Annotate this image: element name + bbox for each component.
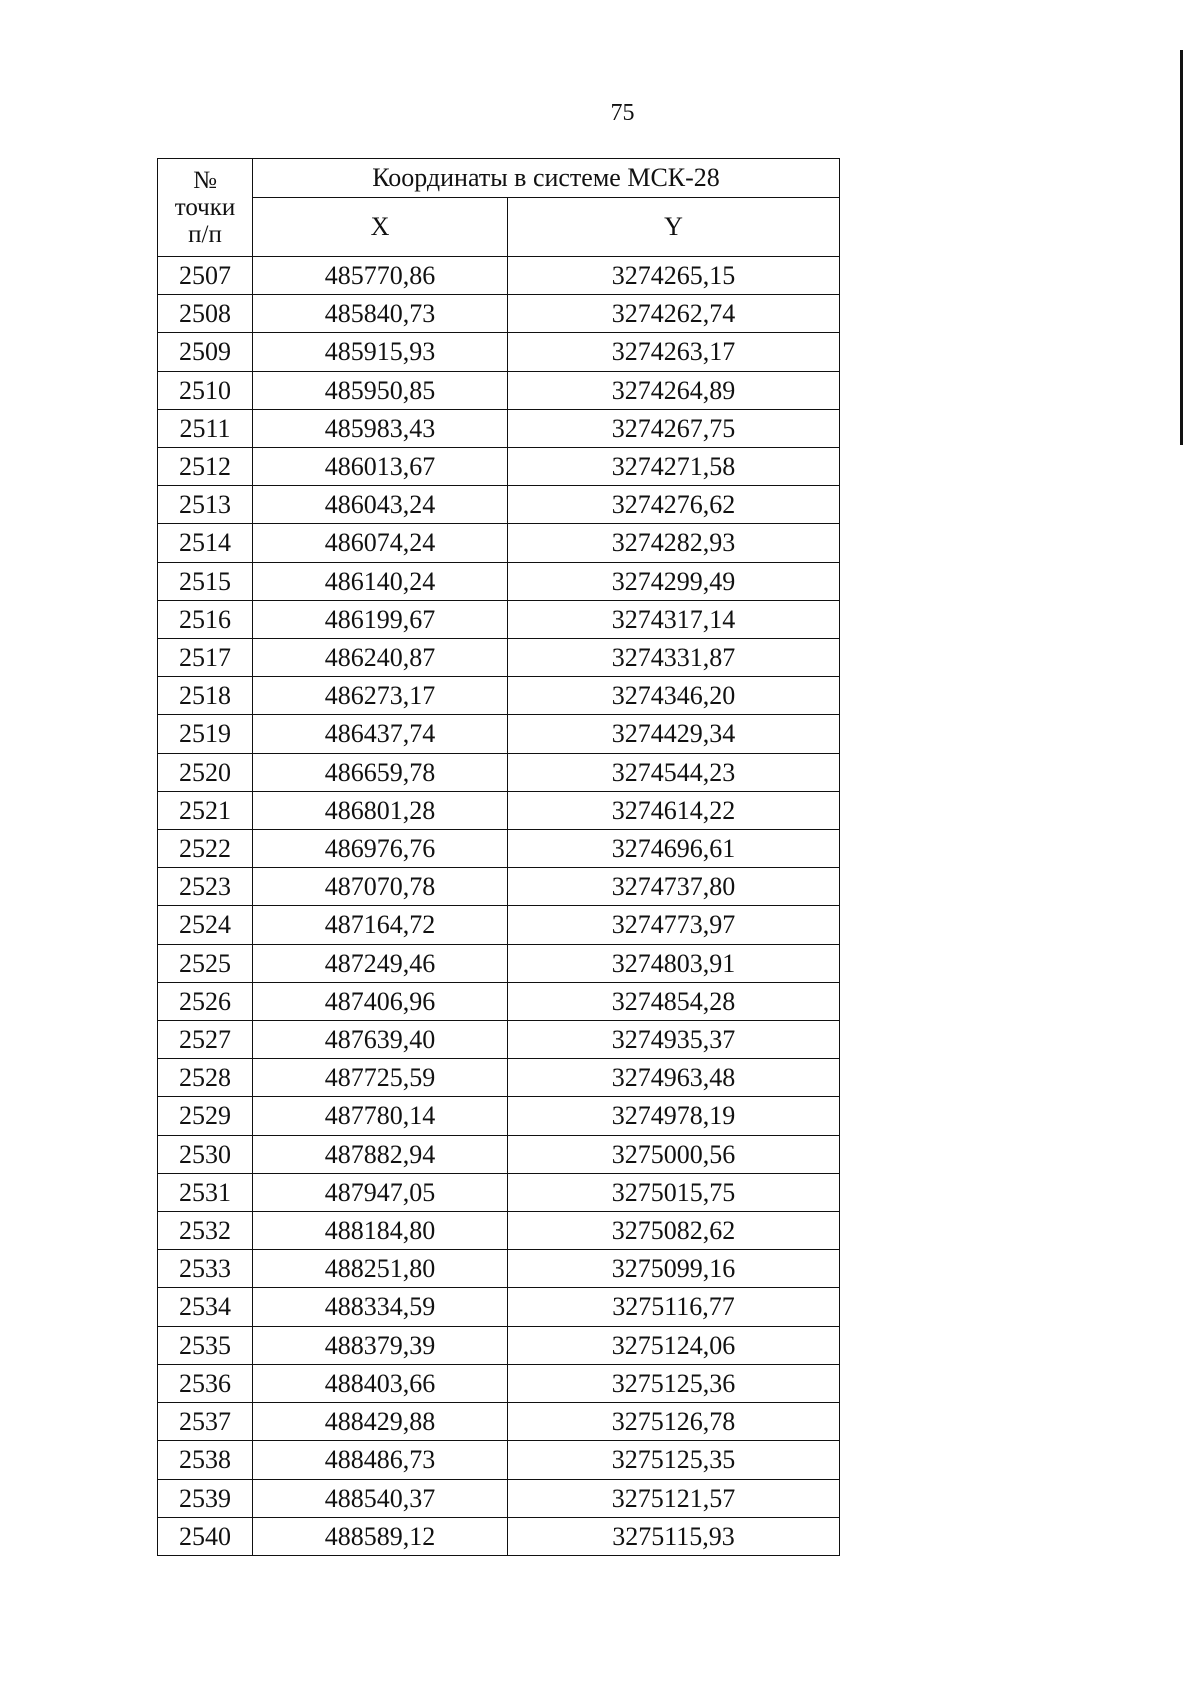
point-number-cell: 2534 [158,1288,253,1326]
y-coordinate-cell: 3274271,58 [508,448,840,486]
y-coordinate-cell: 3274346,20 [508,677,840,715]
point-number-header-line1: № [193,167,217,194]
point-number-cell: 2520 [158,753,253,791]
page-number: 75 [610,100,635,126]
table-row [158,1479,840,1517]
x-coordinate-cell: 488184,80 [253,1212,508,1250]
y-coordinate-cell: 3275116,77 [508,1288,840,1326]
point-number-cell: 2528 [158,1059,253,1097]
y-coordinate-cell: 3275121,57 [508,1479,840,1517]
point-number-cell: 2516 [158,600,253,638]
point-number-cell: 2521 [158,791,253,829]
y-coordinate-cell: 3275115,93 [508,1517,840,1555]
point-number-cell: 2538 [158,1441,253,1479]
x-coordinate-cell: 486659,78 [253,753,508,791]
table-row [158,600,840,638]
x-coordinate-cell: 487947,05 [253,1173,508,1211]
y-coordinate-cell: 3274737,80 [508,868,840,906]
x-coordinate-cell: 486199,67 [253,600,508,638]
x-coordinate-cell: 486074,24 [253,524,508,562]
x-coordinate-cell: 488379,39 [253,1326,508,1364]
table-row [158,982,840,1020]
y-coordinate-cell: 3274429,34 [508,715,840,753]
point-number-cell: 2531 [158,1173,253,1211]
y-coordinate-cell: 3274267,75 [508,409,840,447]
point-number-cell: 2527 [158,1021,253,1059]
y-coordinate-cell: 3274696,61 [508,830,840,868]
y-coordinate-cell: 3274282,93 [508,524,840,562]
point-number-cell: 2537 [158,1403,253,1441]
x-coordinate-cell: 486140,24 [253,562,508,600]
table-row [158,944,840,982]
x-coordinate-cell: 488251,80 [253,1250,508,1288]
y-coordinate-cell: 3275099,16 [508,1250,840,1288]
x-column-header: X [253,198,508,257]
y-coordinate-cell: 3274803,91 [508,944,840,982]
point-number-cell: 2511 [158,409,253,447]
table-row [158,1021,840,1059]
point-number-header-line2: точки [174,194,236,221]
point-number-cell: 2509 [158,333,253,371]
y-coordinate-cell: 3274264,89 [508,371,840,409]
x-coordinate-cell: 487164,72 [253,906,508,944]
table-row [158,1364,840,1402]
y-coordinate-cell: 3274263,17 [508,333,840,371]
y-coordinate-cell: 3274265,15 [508,257,840,295]
point-number-cell: 2526 [158,982,253,1020]
y-coordinate-cell: 3275126,78 [508,1403,840,1441]
x-coordinate-cell: 486043,24 [253,486,508,524]
table-row [158,791,840,829]
table-row [158,1250,840,1288]
x-coordinate-cell: 486273,17 [253,677,508,715]
point-number-cell: 2508 [158,295,253,333]
y-coordinate-cell: 3274773,97 [508,906,840,944]
x-coordinate-cell: 486240,87 [253,639,508,677]
y-coordinate-cell: 3275082,62 [508,1212,840,1250]
table-header [158,159,840,257]
table-row [158,830,840,868]
coordinates-table [157,158,840,1556]
table-row [158,295,840,333]
x-coordinate-cell: 486013,67 [253,448,508,486]
table-row [158,1059,840,1097]
y-coordinate-cell: 3274317,14 [508,600,840,638]
point-number-cell: 2530 [158,1135,253,1173]
x-coordinate-cell: 488486,73 [253,1441,508,1479]
table-row [158,715,840,753]
table-row [158,1135,840,1173]
y-coordinate-cell: 3275015,75 [508,1173,840,1211]
x-coordinate-cell: 487780,14 [253,1097,508,1135]
y-coordinate-cell: 3275125,35 [508,1441,840,1479]
x-coordinate-cell: 487639,40 [253,1021,508,1059]
point-number-cell: 2519 [158,715,253,753]
x-coordinate-cell: 488403,66 [253,1364,508,1402]
point-number-cell: 2524 [158,906,253,944]
table-row [158,1288,840,1326]
y-coordinate-cell: 3274978,19 [508,1097,840,1135]
x-coordinate-cell: 487882,94 [253,1135,508,1173]
x-coordinate-cell: 487406,96 [253,982,508,1020]
y-coordinate-cell: 3274262,74 [508,295,840,333]
table-row [158,906,840,944]
point-number-cell: 2532 [158,1212,253,1250]
point-number-header-line3: п/п [188,221,222,248]
y-coordinate-cell: 3275124,06 [508,1326,840,1364]
point-number-cell: 2539 [158,1479,253,1517]
x-coordinate-cell: 486801,28 [253,791,508,829]
x-coordinate-cell: 488589,12 [253,1517,508,1555]
table-body [158,257,840,1556]
x-coordinate-cell: 486437,74 [253,715,508,753]
point-number-cell: 2525 [158,944,253,982]
y-coordinate-cell: 3274963,48 [508,1059,840,1097]
x-coordinate-cell: 485915,93 [253,333,508,371]
table-row [158,257,840,295]
table-row [158,409,840,447]
point-number-cell: 2535 [158,1326,253,1364]
x-coordinate-cell: 485770,86 [253,257,508,295]
table-row [158,486,840,524]
point-number-cell: 2513 [158,486,253,524]
point-number-cell: 2507 [158,257,253,295]
point-number-cell: 2523 [158,868,253,906]
table-row [158,1212,840,1250]
y-coordinate-cell: 3274331,87 [508,639,840,677]
y-coordinate-cell: 3275125,36 [508,1364,840,1402]
point-number-cell: 2510 [158,371,253,409]
point-number-header [158,159,253,257]
x-coordinate-cell: 485950,85 [253,371,508,409]
x-coordinate-cell: 488429,88 [253,1403,508,1441]
table-row [158,1326,840,1364]
x-coordinate-cell: 485983,43 [253,409,508,447]
table-row [158,1097,840,1135]
point-number-cell: 2514 [158,524,253,562]
x-coordinate-cell: 488334,59 [253,1288,508,1326]
y-coordinate-cell: 3274854,28 [508,982,840,1020]
y-coordinate-cell: 3274614,22 [508,791,840,829]
x-coordinate-cell: 485840,73 [253,295,508,333]
y-coordinate-cell: 3274935,37 [508,1021,840,1059]
y-coordinate-cell: 3274299,49 [508,562,840,600]
y-coordinate-cell: 3274276,62 [508,486,840,524]
coordinate-system-header: Координаты в системе МСК-28 [253,159,840,198]
table-row [158,562,840,600]
x-coordinate-cell: 488540,37 [253,1479,508,1517]
table-row [158,868,840,906]
table-row [158,524,840,562]
scan-margin-mark [1180,50,1183,445]
table-row [158,333,840,371]
y-coordinate-cell: 3274544,23 [508,753,840,791]
point-number-cell: 2529 [158,1097,253,1135]
x-coordinate-cell: 487070,78 [253,868,508,906]
point-number-cell: 2512 [158,448,253,486]
table-row [158,448,840,486]
point-number-cell: 2518 [158,677,253,715]
x-coordinate-cell: 487725,59 [253,1059,508,1097]
y-coordinate-cell: 3275000,56 [508,1135,840,1173]
point-number-cell: 2540 [158,1517,253,1555]
table-row [158,1441,840,1479]
table-row [158,1517,840,1555]
table-row [158,1173,840,1211]
x-coordinate-cell: 487249,46 [253,944,508,982]
point-number-cell: 2515 [158,562,253,600]
point-number-cell: 2517 [158,639,253,677]
table-row [158,677,840,715]
x-coordinate-cell: 486976,76 [253,830,508,868]
table-row [158,639,840,677]
table-row [158,1403,840,1441]
y-column-header: Y [508,198,840,257]
point-number-cell: 2533 [158,1250,253,1288]
point-number-cell: 2522 [158,830,253,868]
point-number-cell: 2536 [158,1364,253,1402]
table-row [158,371,840,409]
table-row [158,753,840,791]
